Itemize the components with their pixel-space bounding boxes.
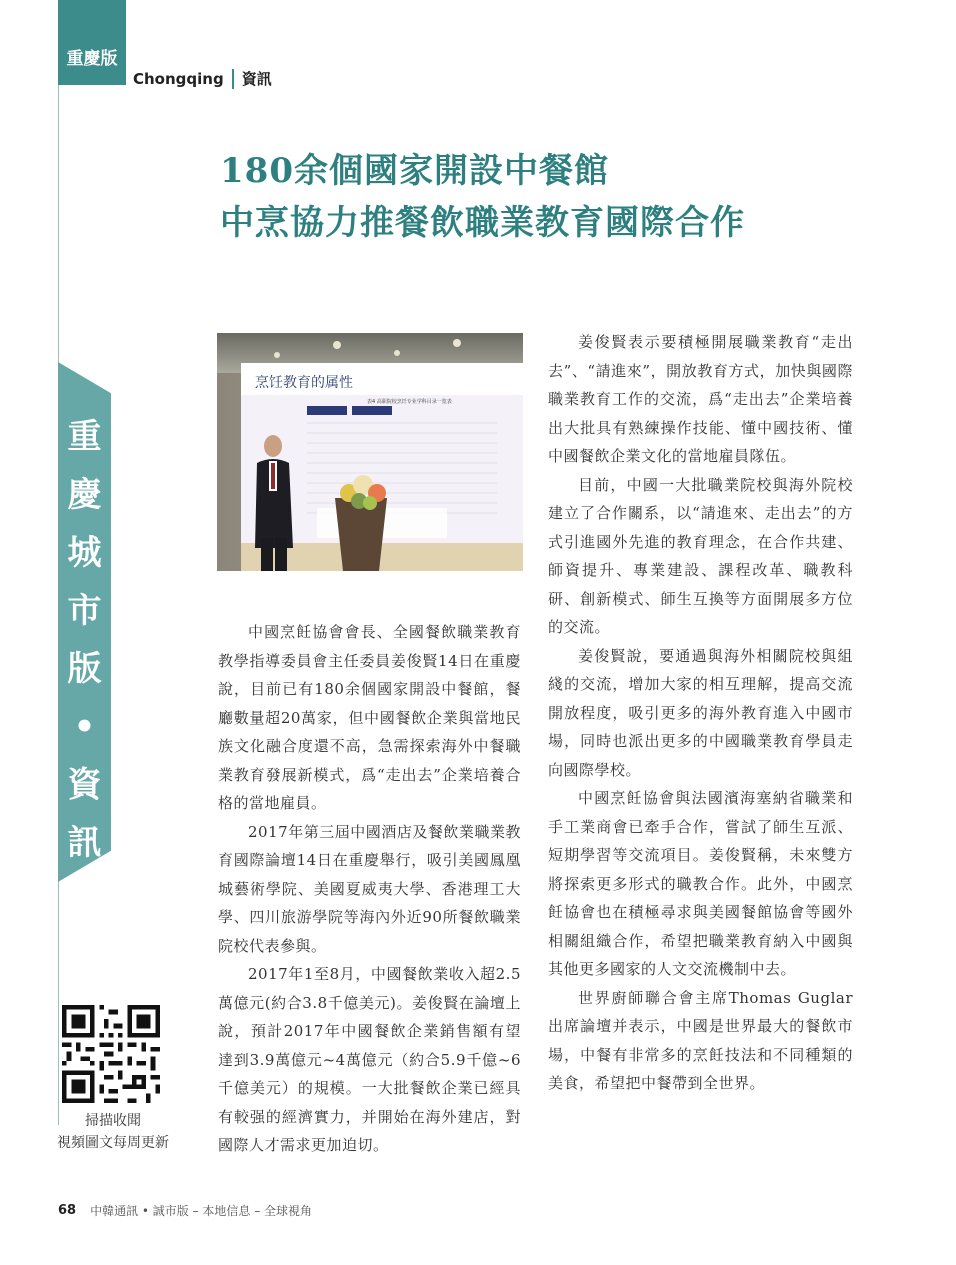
qr-caption-line: 視頻圖文每周更新 [57, 1135, 169, 1151]
paragraph: 2017年1至8月，中國餐飲業收入超2.5萬億元(約合3.8千億美元)。姜俊賢在論壇上說，預計2017年中國餐飲企業銷售額有望達到3.9萬億元~4萬億元（約合5.9千億~6千億美元）的規模。一大批餐飲企業已經具有較强的經濟實力，并開始在海外建店，對國際人才需求更加迫切。 [218, 965, 521, 1154]
article-column-right [548, 328, 853, 1098]
paragraph: 姜俊賢說，要通過與海外相關院校與組綫的交流，增加大家的相互理解，提高交流開放程度，吸引更多的海外教育進入中國市場，同時也派出更多的中國職業教育學員走向國際學校。 [548, 646, 853, 779]
ribbon-char: 訊 [67, 823, 102, 863]
article-column-left [218, 618, 521, 1160]
ribbon-char: 城 [67, 533, 102, 573]
side-ribbon-text [58, 408, 111, 872]
slide-subtitle: 表4 高职院校烹饪专业学科目录一览表 [367, 399, 452, 405]
section-tab-label: 重慶版 [66, 49, 118, 69]
ribbon-char: 市 [67, 591, 102, 631]
paragraph: 中國烹飪協會會長、全國餐飲職業教育教學指導委員會主任委員姜俊賢14日在重慶說，目前已有180余個國家開設中餐館，餐廳數量超20萬家，但中國餐飲企業與當地民族文化融合度還不高，急需探索海外中餐職業教育發展新模式，爲“走出去”企業培養合格的當地雇員。 [218, 623, 521, 812]
qr-caption [40, 1110, 186, 1154]
ribbon-char: 資 [67, 765, 102, 805]
paragraph: 姜俊賢表示要積極開展職業教育“走出去”、“請進來”，開放教育方式，加快與國際職業教育工作的交流，爲“走出去”企業培養出大批具有熟練操作技能、懂中國技術、懂中國餐飲企業文化的當地雇員隊伍。 [548, 333, 853, 465]
paragraph: 中國烹飪協會與法國濱海塞納省職業和手工業商會已牽手合作，嘗試了師生互派、短期學習等交流項目。姜俊賢稱，未來雙方將探索更多形式的職教合作。此外，中國烹飪協會也在積極尋求與美國餐館協會等國外相關組織合作，希望把職業教育納入中國與其他更多國家的人文交流機制中去。 [548, 789, 853, 978]
header-zh: 資訊 [241, 70, 272, 88]
header-en: Chongqing [133, 69, 224, 88]
qr-caption-line: 掃描收聞 [85, 1113, 141, 1129]
title-line-2: 中烹協力推餐飲職業教育國際合作 [220, 203, 745, 243]
section-tab [58, 0, 126, 85]
article-title [220, 145, 860, 249]
paragraph: 世界廚師聯合會主席Thomas Guglar出席論壇并表示，中國是世界最大的餐飲市場，中餐有非常多的烹飪技法和不同種類的美食，希望把中餐帶到全世界。 [548, 988, 853, 1092]
paragraph: 2017年第三屆中國酒店及餐飲業職業教育國際論壇14日在重慶舉行，吸引美國鳳凰城藝術學院、美國夏威夷大學、香港理工大學、四川旅游學院等海內外近90所餐飲職業院校代表參與。 [218, 822, 521, 955]
ribbon-char: 慶 [67, 475, 102, 515]
page-footer [58, 1202, 312, 1219]
running-header [133, 68, 272, 89]
ribbon-char: • [73, 707, 96, 747]
qr-code[interactable] [62, 1005, 160, 1103]
footer-text: 中韓通訊 • 誠市版 – 本地信息 – 全球視角 [90, 1204, 313, 1218]
header-divider [232, 69, 234, 89]
ribbon-char: 版 [67, 649, 102, 689]
conference-photo [217, 333, 523, 571]
page-number: 68 [58, 1203, 77, 1218]
title-line-1: 180余個國家開設中餐館 [220, 151, 609, 191]
slide-heading: 烹饪教育的属性 [255, 375, 353, 391]
ribbon-char: 重 [67, 417, 102, 457]
paragraph: 目前，中國一大批職業院校與海外院校建立了合作關系，以“請進來、走出去”的方式引進國外先進的教育理念，在合作共建、師資提升、專業建設、課程改革、職教科研、創新模式、師生互換等方面開展多方位的交流。 [548, 475, 853, 636]
